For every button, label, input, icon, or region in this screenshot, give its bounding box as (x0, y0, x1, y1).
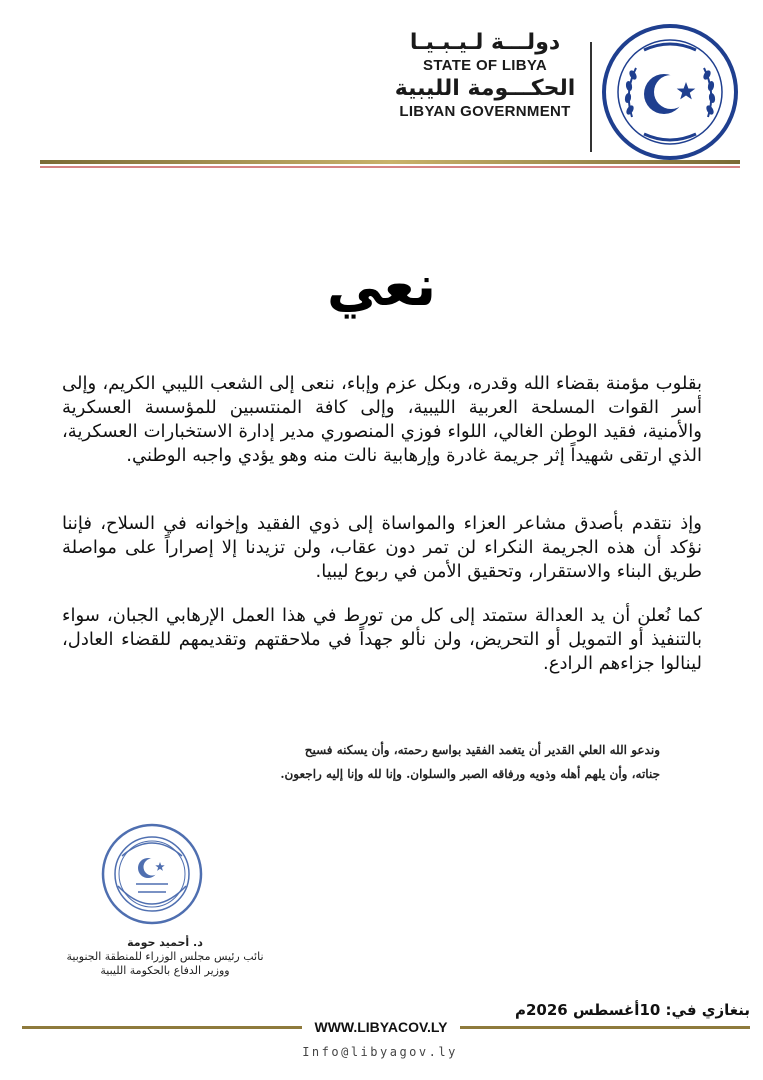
prayer-line-2: جناته، وأن يلهم أهله وذويه ورفاقه الصبر والسلوان. وإنا لله وإنا إليه راجعون. (280, 767, 660, 781)
footer-website-link[interactable]: WWW.LIBYACOV.LY (314, 1019, 448, 1035)
document-title: نعي (326, 254, 437, 319)
body-paragraph-2: وإذ نتقدم بأصدق مشاعر العزاء والمواساة إلى ذوي الفقيد وإخوانه في السلاح، فإننا نؤكد أن هذه الجريمة النكراء لن تمر دون عقاب، ولن تزيدنا إلا إصراراً على مواصلة طريق البناء والاستقرار، وتحقيق الأمن في ربوع ليبيا. (62, 513, 702, 582)
header-text (380, 30, 590, 122)
body-paragraph-1: بقلوب مؤمنة بقضاء الله وقدره، وبكل عزم وإباء، ننعى إلى الشعب الليبي الكريم، وإلى أسر القوات المسلحة العربية الليبية، وإلى كافة المنتسبين للمؤسسة العسكرية والأمنية، فقيد الوطن الغالي، اللواء فوزي المنصوري مدير إدارة الاستخبارات العسكرية، الذي ارتقى شهيداً إثر جريمة غادرة وإرهابية نالت منه وهو يؤدي واجبه الوطني. (62, 373, 702, 466)
government-english: LIBYAN GOVERNMENT (399, 103, 571, 120)
signatory-name: د. أحميد حومة (127, 936, 203, 949)
header-gold-divider (40, 160, 740, 164)
footer-email-link[interactable]: Info@libyagov.ly (302, 1045, 458, 1059)
place-and-date: بنغازي في: 10أغسطس 2026م (514, 1001, 750, 1019)
footer-divider-right (460, 1026, 750, 1029)
header-divider (590, 42, 592, 152)
signatory-title-2: ووزير الدفاع بالحكومة الليبية (100, 964, 230, 977)
state-arabic: دولـــة لـيـبـيـا (409, 30, 561, 55)
header-red-accent-line (40, 166, 740, 168)
government-arabic: الحكـــومة الليبية (394, 76, 576, 101)
official-stamp (100, 822, 204, 926)
body-paragraph-3: كما نُعلن أن يد العدالة ستمتد إلى كل من تورط في هذا العمل الإرهابي الجبان، سواء بالتنفيذ أو التمويل أو التحريض، ولن نألو جهداً في ملاحقتهم وتقديمهم للقضاء العادل، لينالوا جزاءهم الرادع. (62, 605, 702, 674)
prayer-line-1: وندعو الله العلي القدير أن يتغمد الفقيد بواسع رحمته، وأن يسكنه فسيح (304, 743, 660, 757)
closing-prayer (130, 738, 660, 786)
state-seal-logo (600, 22, 740, 162)
state-english: STATE OF LIBYA (423, 57, 547, 74)
signature-block (40, 936, 290, 978)
signatory-title-1: نائب رئيس مجلس الوزراء للمنطقة الجنوبية (66, 950, 264, 963)
footer-divider-left (22, 1026, 302, 1029)
